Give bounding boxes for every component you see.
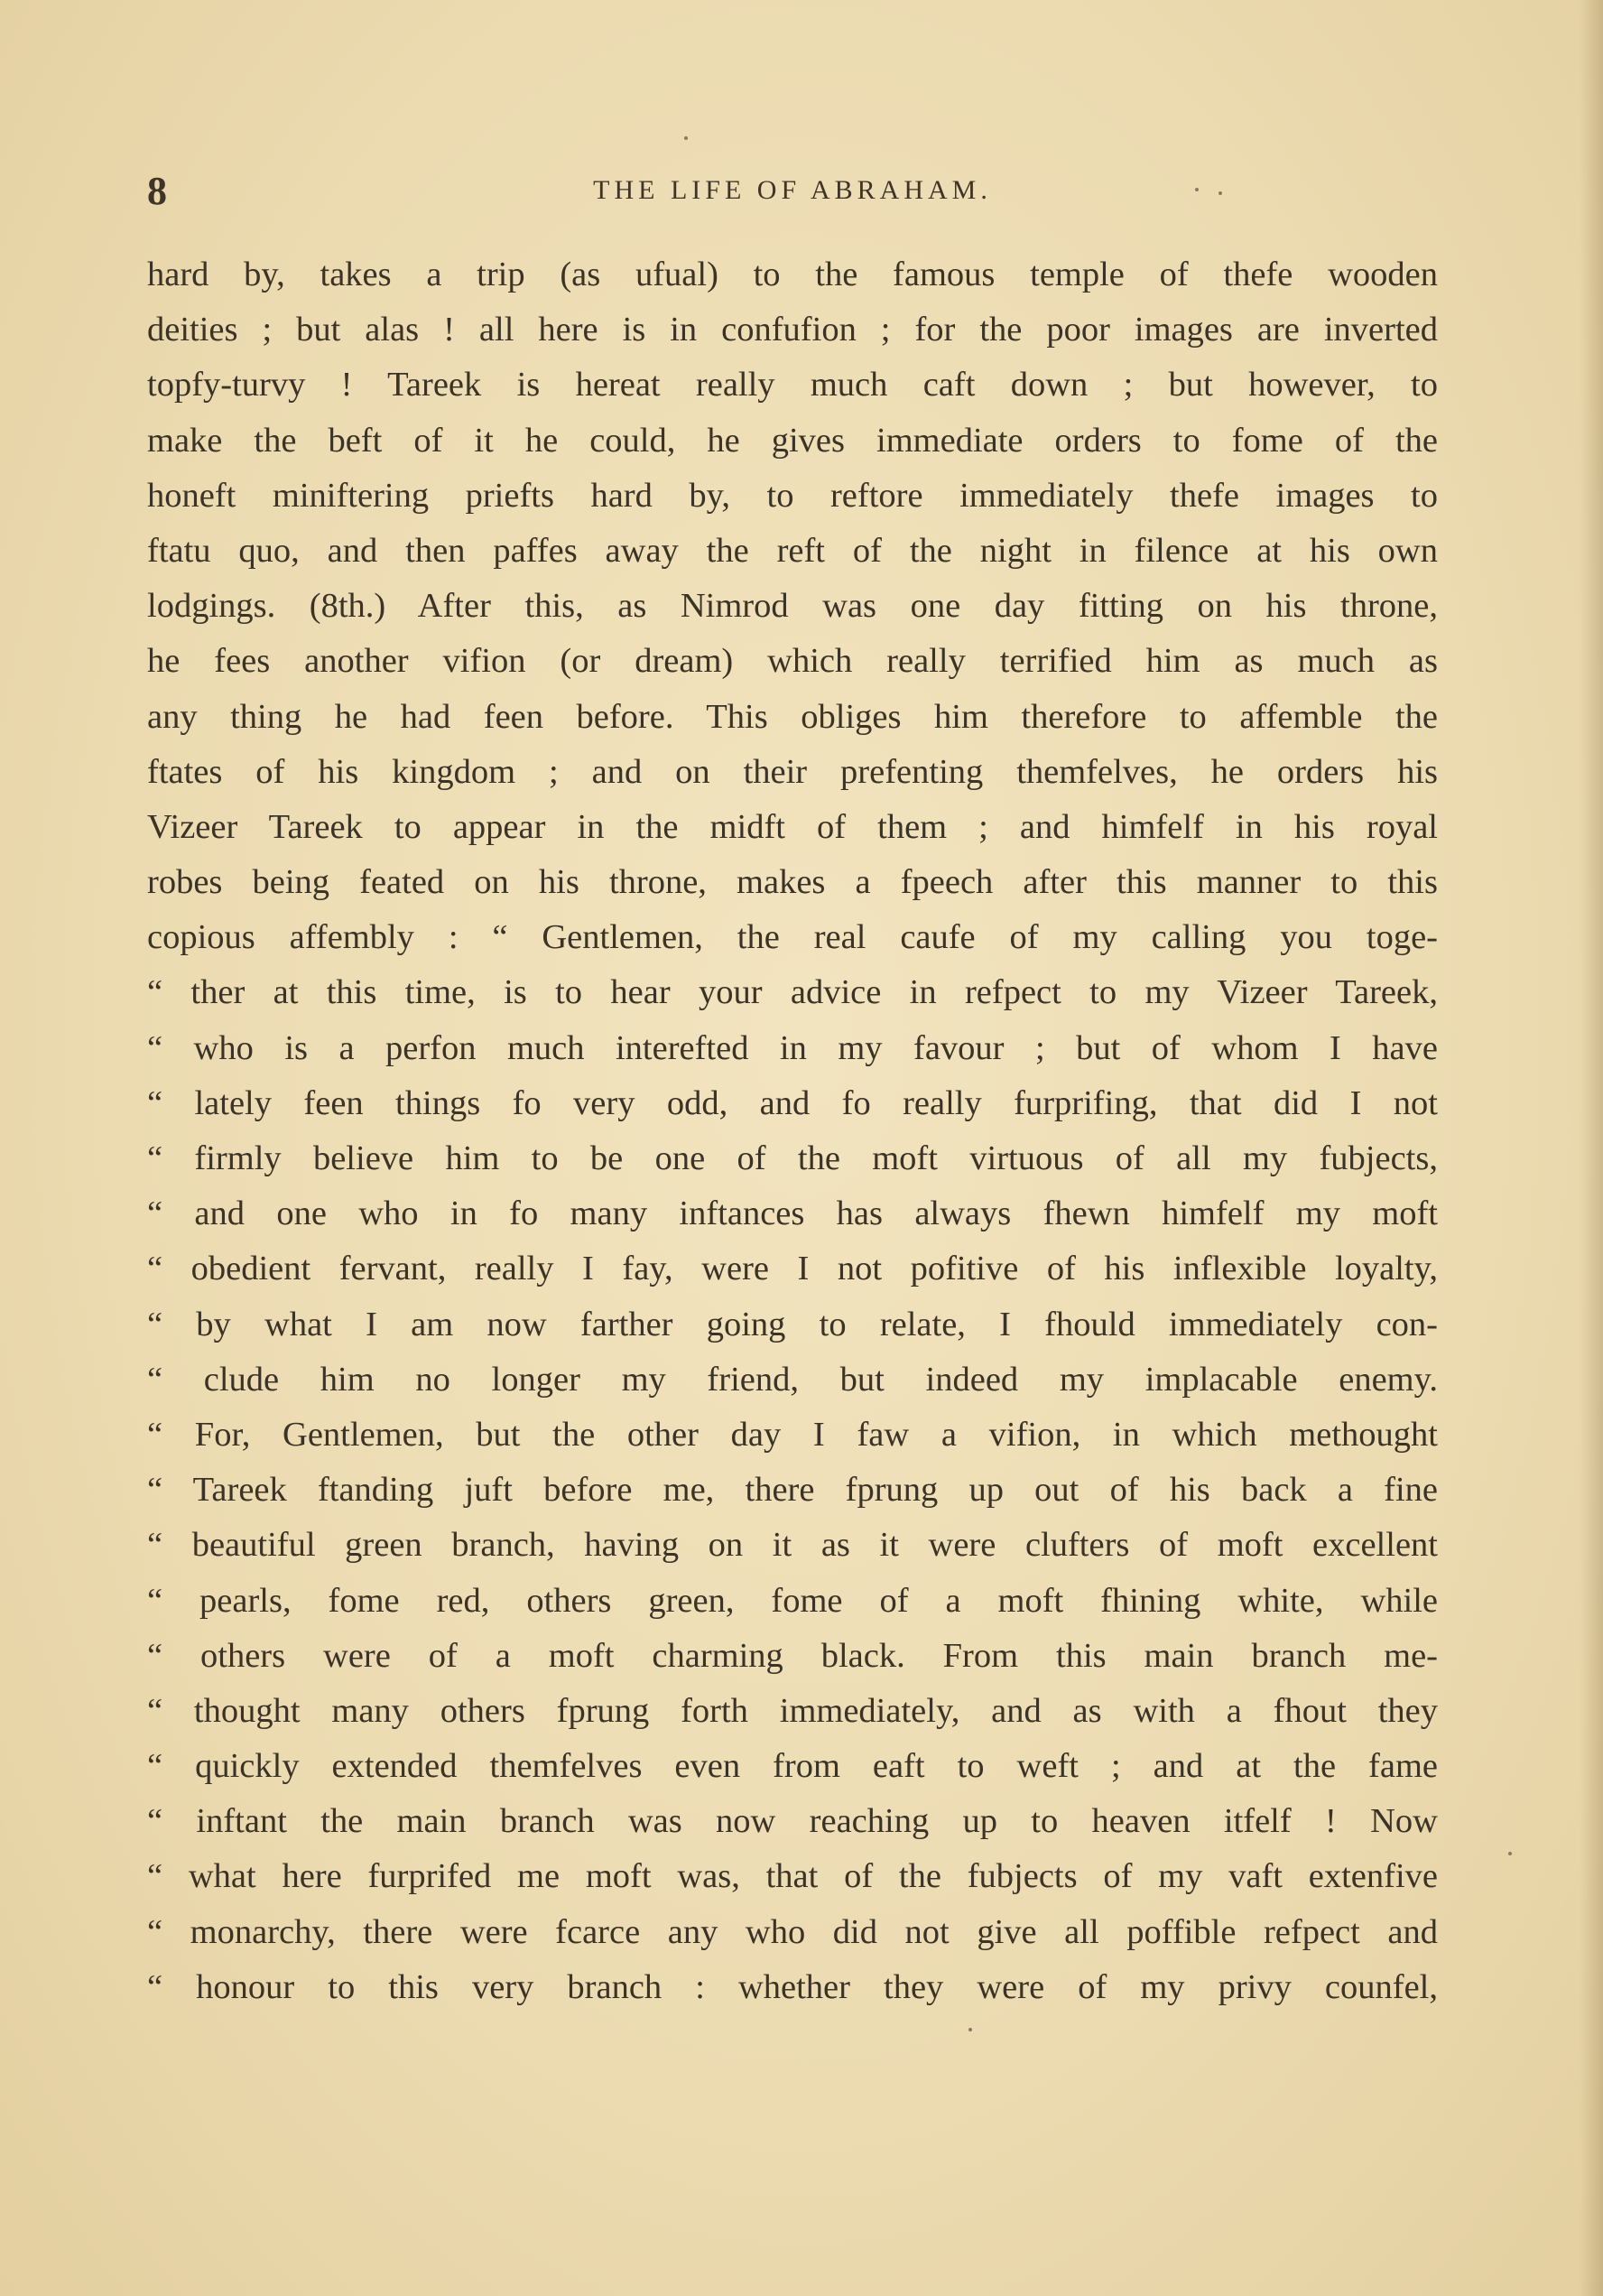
page-edge-shadow bbox=[1580, 0, 1603, 2296]
text-line: make the beft of it he could, he gives immediate orders to fome of the bbox=[147, 421, 1438, 460]
paper-speck bbox=[968, 2028, 972, 2031]
paper-speck bbox=[1508, 1852, 1512, 1855]
text-line: ftatu quo, and then paffes away the reft of the night in filence at his own bbox=[147, 531, 1438, 570]
text-line: honeft miniftering priefts hard by, to reftore immediately thefe images to bbox=[147, 476, 1438, 515]
text-line: “ and one who in fo many inftances has always fhewn himfelf my moft bbox=[147, 1194, 1438, 1233]
text-line: “ ther at this time, is to hear your advice in refpect to my Vizeer Tareek, bbox=[147, 973, 1438, 1012]
text-line: “ beautiful green branch, having on it as it were clufters of moft excellent bbox=[147, 1526, 1438, 1565]
text-line: ftates of his kingdom ; and on their prefenting themfelves, he orders his bbox=[147, 752, 1438, 791]
text-line: “ Tareek ftanding juft before me, there fprung up out of his back a fine bbox=[147, 1471, 1438, 1510]
text-line: “ For, Gentlemen, but the other day I faw a vifion, in which methought bbox=[147, 1415, 1438, 1454]
text-line: “ by what I am now farther going to relate, I fhould immediately con- bbox=[147, 1305, 1438, 1343]
text-line: topfy-turvy ! Tareek is hereat really much caft down ; but however, to bbox=[147, 366, 1438, 404]
paper-speck bbox=[1218, 191, 1222, 195]
text-line: any thing he had feen before. This obliges him therefore to affemble the bbox=[147, 697, 1438, 736]
page-header bbox=[147, 168, 1438, 222]
text-line: he fees another vifion (or dream) which really terrified him as much as bbox=[147, 642, 1438, 681]
text-line: “ pearls, fome red, others green, fome of a moft fhining white, while bbox=[147, 1581, 1438, 1620]
text-line: “ who is a perfon much interefted in my favour ; but of whom I have bbox=[147, 1028, 1438, 1067]
text-line: copious affembly : “ Gentlemen, the real caufe of my calling you toge- bbox=[147, 918, 1438, 957]
text-line: “ what here furprifed me moft was, that of the fubjects of my vaft extenfive bbox=[147, 1857, 1438, 1896]
running-title: THE LIFE OF ABRAHAM. bbox=[593, 175, 992, 205]
text-line: robes being feated on his throne, makes a fpeech after this manner to this bbox=[147, 863, 1438, 902]
paper-speck bbox=[1195, 188, 1199, 191]
text-line: “ firmly believe him to be one of the moft virtuous of all my fubjects, bbox=[147, 1139, 1438, 1177]
text-line: hard by, takes a trip (as ufual) to the famous temple of thefe wooden bbox=[147, 256, 1438, 293]
page-number: 8 bbox=[147, 169, 167, 213]
text-line: “ clude him no longer my friend, but indeed my implacable enemy. bbox=[147, 1360, 1438, 1399]
text-line: “ obedient fervant, really I fay, were I not pofitive of his inflexible loyalty, bbox=[147, 1250, 1438, 1288]
text-line: “ thought many others fprung forth immediately, and as with a fhout they bbox=[147, 1691, 1438, 1730]
body-text bbox=[147, 247, 1438, 2015]
text-line: “ inftant the main branch was now reaching up to heaven itfelf ! Now bbox=[147, 1802, 1438, 1841]
text-line: lodgings. (8th.) After this, as Nimrod was one day fitting on his throne, bbox=[147, 587, 1438, 626]
text-line: “ monarchy, there were fcarce any who did not give all poffible refpect and bbox=[147, 1912, 1438, 1951]
text-line: “ quickly extended themfelves even from eaft to weft ; and at the fame bbox=[147, 1747, 1438, 1786]
text-line: “ honour to this very branch : whether they were of my privy counfel, bbox=[147, 1967, 1438, 2006]
text-line: “ others were of a moft charming black. From this main branch me- bbox=[147, 1636, 1438, 1675]
text-line: deities ; but alas ! all here is in confufion ; for the poor images are inverted bbox=[147, 311, 1438, 349]
paper-speck bbox=[684, 136, 688, 140]
text-line: “ lately feen things fo very odd, and fo really furprifing, that did I not bbox=[147, 1083, 1438, 1122]
text-line: Vizeer Tareek to appear in the midft of them ; and himfelf in his royal bbox=[147, 807, 1438, 846]
